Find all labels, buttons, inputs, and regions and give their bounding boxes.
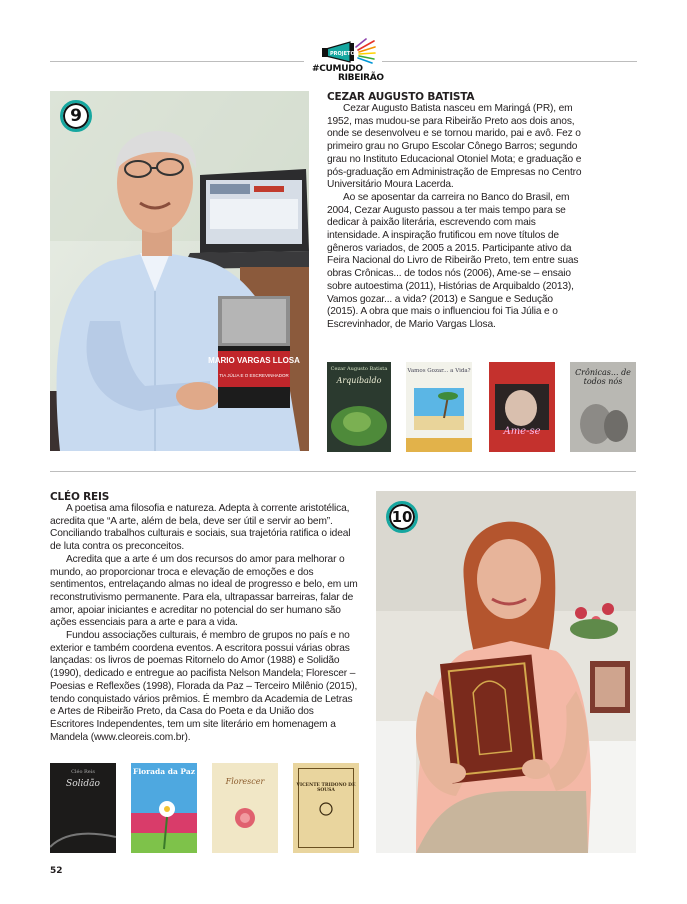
book-cover — [489, 362, 555, 452]
profile-name: CEZAR AUGUSTO BATISTA — [327, 91, 475, 103]
page-number: 52 — [50, 866, 63, 876]
book-cover-title: VICENTE TRIDONO DE SOUSA — [296, 783, 356, 793]
bio-paragraph: Cezar Augusto Batista nasceu em Maringá (PR), em 1952, mas mudou-se para Ribeirão Preto aos dois anos, onde se desenvolveu e se tornou marido, pai e avô. Fez o primeiro grau no Grupo Escolar Cônego Barros; segundo grau no Instituto Educacional Otoniel Mota; e graduação e pós-graduação em Administração de Empresas no Centro Universitário Moura Lacerda. — [327, 103, 582, 191]
book-cover-title: Ame-se — [503, 426, 541, 437]
bio-paragraph: Fundou associações culturais, é membro de grupos no país e no exterior e também coordena eventos. A escritora possui várias obras lançadas: os livros de poemas Ritornelo do Amor (1988) e Solidão (1990), dedicado e entregue ao pacifista Nelson Mandela; Florescer – Poesias e Reflexões (1998), Florada da Paz – Terceiro Milênio (2015), tendo conquistado vários prêmios. É membro da Academia de Letras e Artes de Ribeirão Preto, da Casa do Poeta e da União dos Escritores Independentes, tem um site literário em homenagem a Mandela (www.cleoreis.com.br). — [50, 630, 358, 743]
logo-line-1: #CUMUDO — [312, 64, 363, 74]
book-cover-author: Cléo Reis — [71, 769, 95, 775]
profile-number-badge: 10 — [386, 501, 418, 533]
section-divider — [50, 471, 636, 472]
book-cover-title: Crônicas... de todos nós — [575, 368, 631, 386]
book-cover — [406, 362, 472, 452]
megaphone-icon — [320, 38, 376, 64]
bio-paragraph: Acredita que a arte é um dos recursos do amor para melhorar o mundo, ao proporcionar troca e elevação de emoções e dos sentimentos, entrelaçando almas no ideal de progresso e belo, em um reconstrutivismo permanente. Para ela, ultrapassar barreiras, falar de amor, apoiar iniciantes e acreditar no potencial do ser humano são ações essenciais para a arte e para a vida. — [50, 553, 358, 629]
book-cover-title: Florescer — [225, 777, 265, 786]
book-cover-title: Solidão — [66, 779, 100, 789]
book-cover — [293, 763, 359, 853]
profile-bio — [327, 103, 585, 332]
held-book-cover — [208, 296, 300, 408]
book-cover-title: Florada da Paz — [133, 767, 195, 776]
book-cover — [212, 763, 278, 853]
book-cover — [570, 362, 636, 452]
book-cover-title: Arquibaldo — [336, 376, 382, 385]
book-cover — [131, 763, 197, 853]
header-rule-left — [50, 61, 304, 62]
book-cover — [50, 763, 116, 853]
cezar-photo — [50, 91, 309, 451]
cleo-photo — [376, 491, 636, 853]
profile-number-badge: 9 — [60, 100, 92, 132]
bio-paragraph: Ao se aposentar da carreira no Banco do Brasil, em 2004, Cezar Augusto passou a ter mais tempo para se dedicar à paixão literária, escrevendo com mais intensidade. A inspiração frutificou em nove títulos de gêneros variados, de 2005 a 2015. Participante ativo da Feira Nacional do Livro de Ribeirão Preto, tem entre suas obras Crônicas... de todos nós (2006), Ame-se – ensaio sobre autoestima (2011), Histórias de Arquibaldo (2013), Vamos gozar... a vida? (2013) e Sangue e Sedução (2015). A obra que mais o influenciou foi Tia Júlia e o Escrevinhador, de Mario Vargas Llosa. — [327, 191, 579, 330]
profile-name: CLÉO REIS — [50, 491, 110, 503]
profile-bio — [50, 503, 360, 744]
held-book-title: TIA JÚLIA E O ESCREVINHADOR — [219, 373, 289, 378]
held-book-author: MARIO VARGAS LLOSA — [208, 356, 300, 365]
book-cover — [327, 362, 391, 452]
cumudo-ribeirao-logo — [312, 38, 384, 84]
book-cover-author: Cezar Augusto Batista — [330, 366, 388, 372]
logo-tag: PROJETO — [330, 51, 355, 57]
logo-line-2: RIBEIRÃO — [338, 73, 384, 83]
book-cover-title: Vamos Gozar... a Vida? — [407, 368, 471, 374]
header-rule-right — [382, 61, 637, 62]
bio-paragraph: A poetisa ama filosofia e natureza. Adepta à corrente aristotélica, acredita que “A arte, além de bela, deve ser útil e servir ao bem”. Conciliando trabalhos culturais e sociais, sua trajetória ratifica o ideal de luta contra os preconceitos. — [50, 503, 351, 553]
